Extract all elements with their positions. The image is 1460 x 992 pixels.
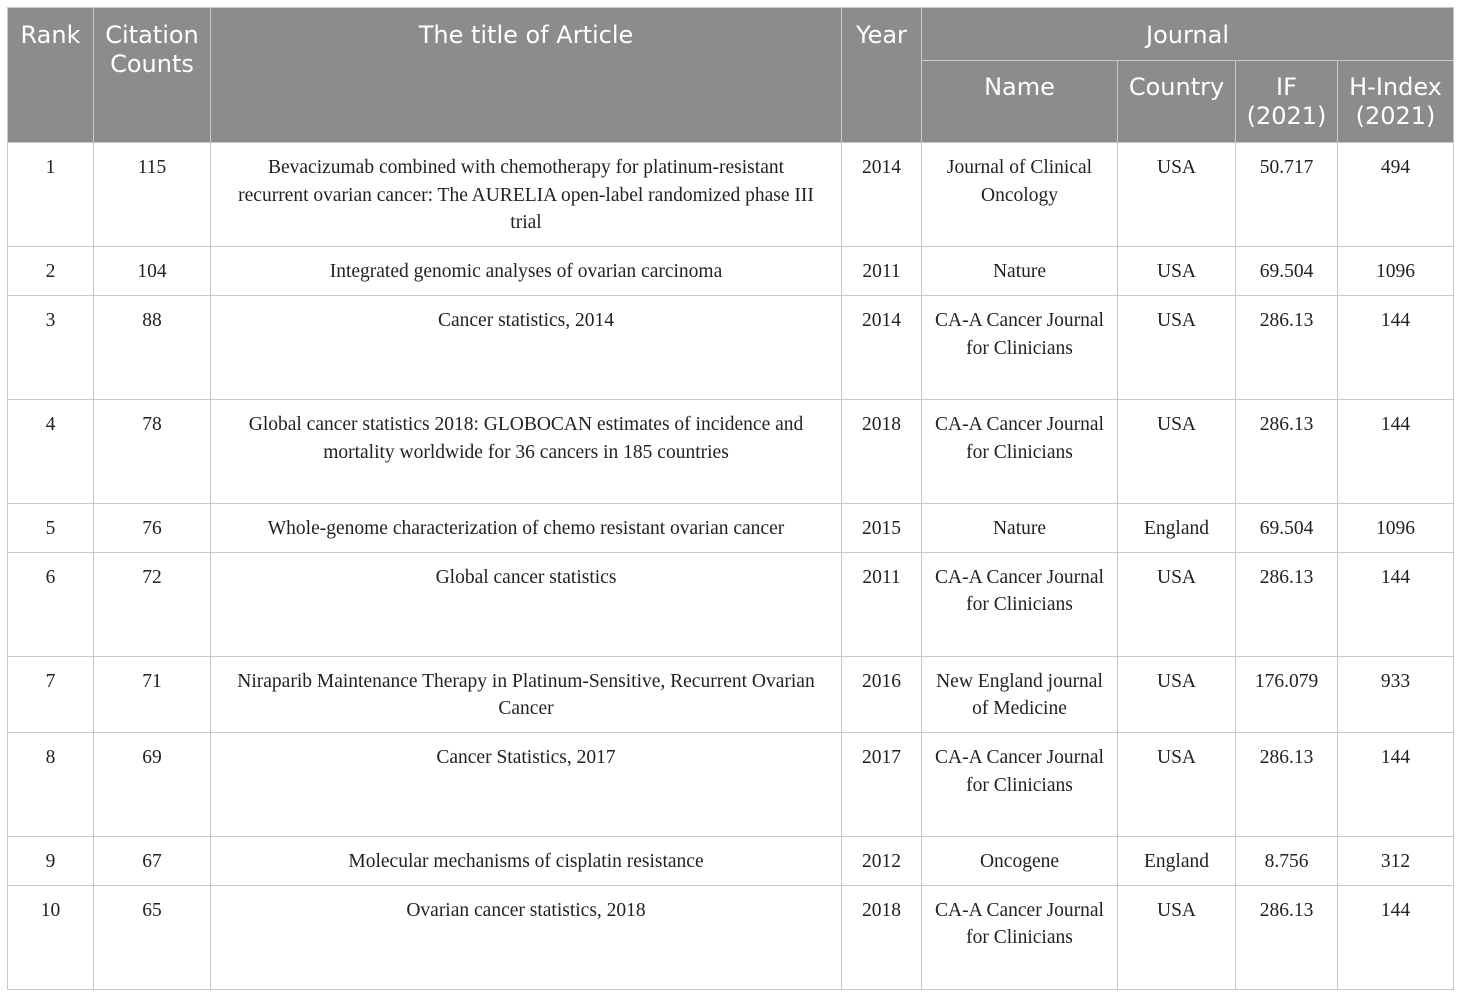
- cell-country: USA: [1118, 885, 1236, 989]
- cell-h-index: 1096: [1338, 503, 1454, 552]
- cell-country: USA: [1118, 143, 1236, 247]
- cell-citations: 76: [94, 503, 211, 552]
- cell-journal: CA-A Cancer Journal for Clinicians: [922, 732, 1118, 836]
- cell-citations: 78: [94, 399, 211, 503]
- cell-year: 2017: [842, 732, 922, 836]
- cell-rank: 9: [8, 836, 94, 885]
- cell-title: Molecular mechanisms of cisplatin resistance: [211, 836, 842, 885]
- cell-title: Cancer Statistics, 2017: [211, 732, 842, 836]
- table-row: [8, 503, 1454, 552]
- header-if: IF (2021): [1236, 61, 1338, 143]
- cell-title: Cancer statistics, 2014: [211, 295, 842, 399]
- cell-country: USA: [1118, 247, 1236, 296]
- table-row: [8, 885, 1454, 989]
- cell-title: Global cancer statistics: [211, 552, 842, 656]
- header-journal: Journal: [922, 8, 1454, 61]
- table-body: [8, 143, 1454, 990]
- cell-title: Whole-genome characterization of chemo resistant ovarian cancer: [211, 503, 842, 552]
- header-title: The title of Article: [211, 8, 842, 143]
- table-row: [8, 656, 1454, 732]
- header-journal-name: Name: [922, 61, 1118, 143]
- cell-journal: Journal of Clinical Oncology: [922, 143, 1118, 247]
- header-h-index: H-Index (2021): [1338, 61, 1454, 143]
- cell-journal: Nature: [922, 503, 1118, 552]
- cell-citations: 104: [94, 247, 211, 296]
- header-year: Year: [842, 8, 922, 143]
- cell-journal: New England journal of Medicine: [922, 656, 1118, 732]
- cell-if: 8.756: [1236, 836, 1338, 885]
- cell-citations: 71: [94, 656, 211, 732]
- table-row: [8, 295, 1454, 399]
- cell-h-index: 144: [1338, 552, 1454, 656]
- cell-h-index: 933: [1338, 656, 1454, 732]
- cell-country: USA: [1118, 732, 1236, 836]
- cell-citations: 115: [94, 143, 211, 247]
- cell-country: England: [1118, 836, 1236, 885]
- citations-table: [7, 7, 1454, 990]
- cell-if: 286.13: [1236, 552, 1338, 656]
- cell-year: 2018: [842, 885, 922, 989]
- cell-year: 2016: [842, 656, 922, 732]
- cell-if: 286.13: [1236, 295, 1338, 399]
- cell-h-index: 312: [1338, 836, 1454, 885]
- header-citation-counts: Citation Counts: [94, 8, 211, 143]
- cell-year: 2018: [842, 399, 922, 503]
- cell-h-index: 494: [1338, 143, 1454, 247]
- cell-journal: Oncogene: [922, 836, 1118, 885]
- cell-h-index: 144: [1338, 885, 1454, 989]
- cell-country: USA: [1118, 399, 1236, 503]
- cell-journal: CA-A Cancer Journal for Clinicians: [922, 399, 1118, 503]
- cell-country: England: [1118, 503, 1236, 552]
- cell-citations: 88: [94, 295, 211, 399]
- cell-if: 69.504: [1236, 503, 1338, 552]
- cell-country: USA: [1118, 552, 1236, 656]
- cell-year: 2011: [842, 247, 922, 296]
- table-row: [8, 836, 1454, 885]
- cell-if: 286.13: [1236, 732, 1338, 836]
- header-country: Country: [1118, 61, 1236, 143]
- cell-rank: 8: [8, 732, 94, 836]
- table-row: [8, 247, 1454, 296]
- cell-rank: 10: [8, 885, 94, 989]
- cell-citations: 65: [94, 885, 211, 989]
- cell-citations: 67: [94, 836, 211, 885]
- cell-citations: 69: [94, 732, 211, 836]
- cell-journal: CA-A Cancer Journal for Clinicians: [922, 552, 1118, 656]
- cell-if: 50.717: [1236, 143, 1338, 247]
- table-row: [8, 143, 1454, 247]
- cell-rank: 2: [8, 247, 94, 296]
- cell-year: 2014: [842, 143, 922, 247]
- cell-year: 2012: [842, 836, 922, 885]
- cell-title: Niraparib Maintenance Therapy in Platinum-Sensitive, Recurrent Ovarian Cancer: [211, 656, 842, 732]
- cell-rank: 5: [8, 503, 94, 552]
- cell-if: 286.13: [1236, 885, 1338, 989]
- cell-h-index: 144: [1338, 295, 1454, 399]
- cell-rank: 6: [8, 552, 94, 656]
- cell-journal: CA-A Cancer Journal for Clinicians: [922, 885, 1118, 989]
- table-container: [7, 7, 1453, 990]
- cell-rank: 3: [8, 295, 94, 399]
- cell-title: Integrated genomic analyses of ovarian carcinoma: [211, 247, 842, 296]
- cell-if: 286.13: [1236, 399, 1338, 503]
- cell-if: 69.504: [1236, 247, 1338, 296]
- cell-title: Global cancer statistics 2018: GLOBOCAN estimates of incidence and mortality worldwide for 36 cancers in 185 countries: [211, 399, 842, 503]
- table-row: [8, 732, 1454, 836]
- header-rank: Rank: [8, 8, 94, 143]
- cell-rank: 7: [8, 656, 94, 732]
- cell-if: 176.079: [1236, 656, 1338, 732]
- cell-h-index: 144: [1338, 732, 1454, 836]
- cell-journal: CA-A Cancer Journal for Clinicians: [922, 295, 1118, 399]
- cell-h-index: 1096: [1338, 247, 1454, 296]
- cell-citations: 72: [94, 552, 211, 656]
- cell-journal: Nature: [922, 247, 1118, 296]
- cell-year: 2011: [842, 552, 922, 656]
- cell-country: USA: [1118, 656, 1236, 732]
- table-row: [8, 552, 1454, 656]
- cell-year: 2015: [842, 503, 922, 552]
- cell-country: USA: [1118, 295, 1236, 399]
- table-header: [8, 8, 1454, 143]
- cell-title: Ovarian cancer statistics, 2018: [211, 885, 842, 989]
- cell-rank: 1: [8, 143, 94, 247]
- cell-h-index: 144: [1338, 399, 1454, 503]
- cell-title: Bevacizumab combined with chemotherapy for platinum-resistant recurrent ovarian cancer: The AURELIA open-label randomized phase III trial: [211, 143, 842, 247]
- table-row: [8, 399, 1454, 503]
- cell-rank: 4: [8, 399, 94, 503]
- cell-year: 2014: [842, 295, 922, 399]
